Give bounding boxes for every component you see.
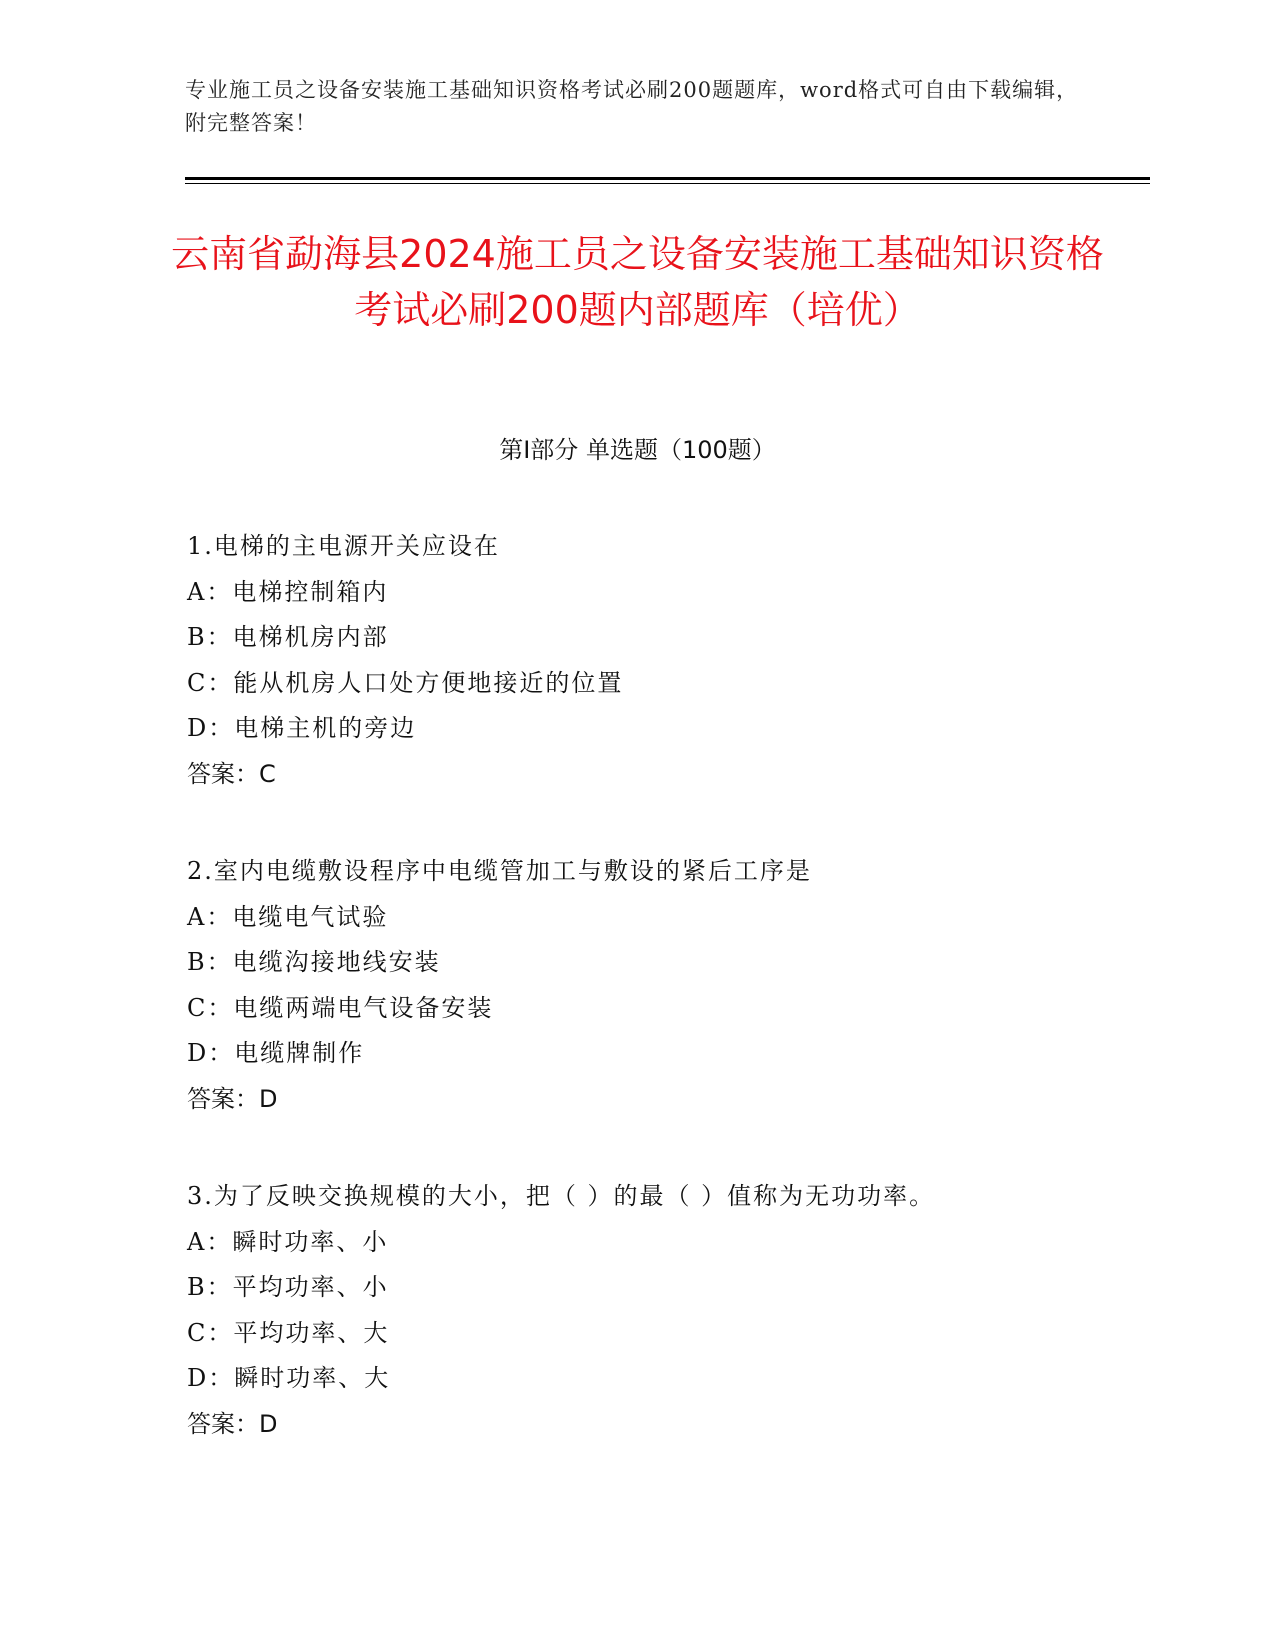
option-d: D：电梯主机的旁边 bbox=[187, 714, 417, 742]
answer: 答案：D bbox=[187, 1409, 278, 1438]
question-stem: 3.为了反映交换规模的大小，把（ ）的最（ ）值称为无功功率。 bbox=[187, 1182, 936, 1210]
option-b: B：电梯机房内部 bbox=[187, 623, 389, 651]
header-note: 专业施工员之设备安装施工基础知识资格考试必刷200题题库，word格式可自由下载编辑，附完整答案！ bbox=[185, 78, 1079, 135]
option-a: A：电缆电气试验 bbox=[187, 902, 389, 931]
option-b: B：电缆沟接地线安装 bbox=[187, 948, 441, 976]
header-rule-thick bbox=[185, 177, 1150, 180]
option-d: D：瞬时功率、大 bbox=[187, 1364, 391, 1392]
option-c: C：能从机房人口处方便地接近的位置 bbox=[187, 668, 624, 697]
answer: 答案：D bbox=[187, 1084, 278, 1113]
question-3 bbox=[187, 1174, 1127, 1447]
question-stem: 2.室内电缆敷设程序中电缆管加工与敷设的紧后工序是 bbox=[187, 857, 812, 885]
section-title: 第I部分 单选题（100题） bbox=[499, 436, 776, 464]
document-title: 云南省勐海县2024施工员之设备安装施工基础知识资格考试必刷200题内部题库（培优） bbox=[171, 232, 1104, 332]
question-stem: 1.电梯的主电源开关应设在 bbox=[187, 532, 500, 560]
question-1 bbox=[187, 524, 1127, 797]
option-b: B：平均功率、小 bbox=[187, 1273, 389, 1301]
option-c: C：电缆两端电气设备安装 bbox=[187, 993, 494, 1022]
option-d: D：电缆牌制作 bbox=[187, 1039, 365, 1067]
option-c: C：平均功率、大 bbox=[187, 1318, 390, 1347]
answer: 答案：C bbox=[187, 759, 276, 788]
option-a: A：瞬时功率、小 bbox=[187, 1227, 389, 1256]
header-rule-thin bbox=[185, 183, 1150, 184]
question-2 bbox=[187, 849, 1127, 1122]
question-list bbox=[187, 524, 1127, 1499]
option-a: A：电梯控制箱内 bbox=[187, 577, 389, 606]
